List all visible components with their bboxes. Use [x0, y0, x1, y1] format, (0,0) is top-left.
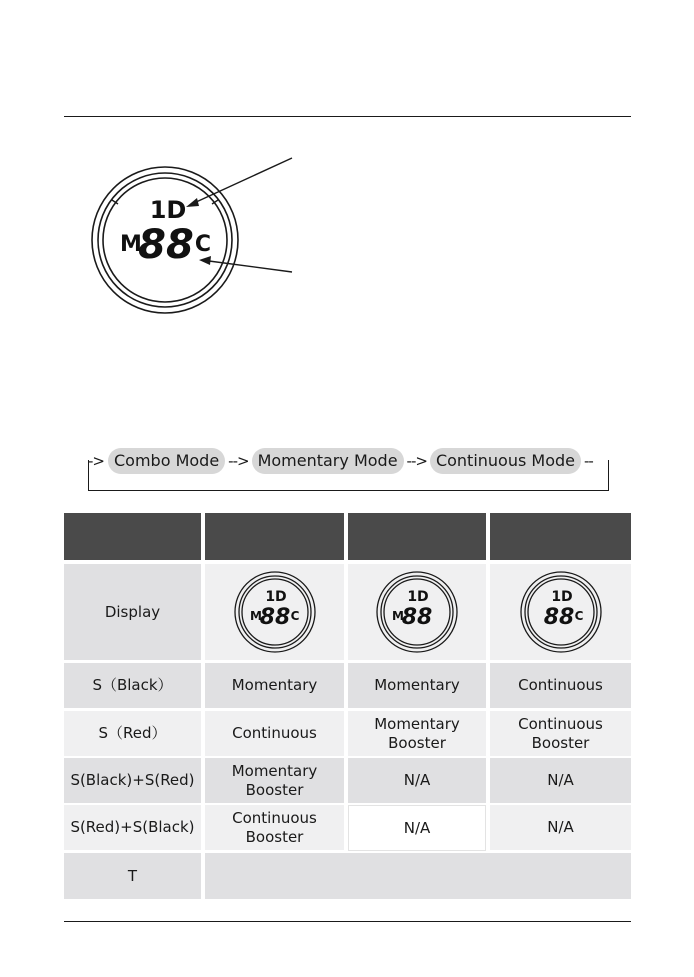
flow-loop-bottom — [88, 490, 609, 491]
flow-arrow-icon: -> — [88, 452, 104, 470]
table-cell: Continuous Booster — [205, 805, 344, 850]
header-cell — [490, 513, 631, 560]
big-dial-right-letter: C — [194, 232, 212, 257]
mini-dial-left: M — [392, 609, 404, 623]
row-label-s-black: S（Black） — [64, 663, 201, 708]
mini-dial-combo — [232, 569, 318, 655]
mini-dial-momentary — [374, 569, 460, 655]
arrow-head-icon — [186, 198, 199, 207]
big-dial-digits: 88 — [138, 222, 194, 268]
table-cell: Continuous — [490, 663, 631, 708]
header-cell — [348, 513, 486, 560]
table-cell: Momentary Booster — [205, 758, 344, 803]
flow-row — [88, 447, 593, 475]
display-cell-momentary — [348, 564, 486, 660]
table-cell: Momentary — [205, 663, 344, 708]
mini-dial-right: C — [290, 609, 299, 623]
bottom-rule — [64, 921, 631, 922]
mode-table — [64, 513, 631, 899]
row-label-red-plus-black: S(Red)+S(Black) — [64, 805, 201, 850]
t-row-value — [205, 853, 631, 899]
mini-dial-digits: 88 — [401, 605, 433, 630]
row-label-display: Display — [64, 564, 201, 660]
row-label-t: T — [64, 853, 201, 899]
table-cell: N/A — [348, 805, 486, 851]
display-cell-combo — [205, 564, 344, 660]
table-cell: Continuous Booster — [490, 711, 631, 756]
header-cell — [205, 513, 344, 560]
flow-loop-right — [608, 460, 609, 491]
row-label-s-red: S（Red） — [64, 711, 201, 756]
mini-dial-top: 1D — [550, 589, 573, 605]
table-cell: N/A — [490, 758, 631, 803]
display-cell-continuous — [490, 564, 631, 660]
dial-diagram — [0, 0, 694, 340]
arrow-head-icon — [199, 256, 211, 265]
header-cell — [64, 513, 201, 560]
big-dial — [92, 167, 238, 313]
mini-dial-continuous — [518, 569, 604, 655]
mode-pill-momentary: Momentary Mode — [252, 448, 404, 474]
row-label-black-plus-red: S(Black)+S(Red) — [64, 758, 201, 803]
mini-dial-top: 1D — [264, 589, 287, 605]
table-cell: Momentary — [348, 663, 486, 708]
mode-pill-continuous: Continuous Mode — [430, 448, 581, 474]
flow-arrow-icon: -- — [583, 452, 593, 470]
mini-dial-digits: 88 — [543, 605, 574, 630]
table-cell: Continuous — [205, 711, 344, 756]
mode-flow — [88, 447, 610, 493]
mini-dial-digits: 88 — [259, 605, 290, 630]
mini-dial-top: 1D — [407, 589, 429, 605]
flow-arrow-icon: --> — [228, 452, 249, 470]
big-dial-top-label: 1D — [149, 196, 187, 224]
mini-dial-right: C — [574, 609, 583, 623]
flow-arrow-icon: --> — [406, 452, 427, 470]
mode-pill-combo: Combo Mode — [108, 448, 225, 474]
table-cell: N/A — [490, 805, 631, 850]
table-cell: N/A — [348, 758, 486, 803]
mini-dial-left: M — [249, 609, 262, 623]
big-dial-left-letter: M — [120, 232, 142, 257]
table-cell: Momentary Booster — [348, 711, 486, 756]
